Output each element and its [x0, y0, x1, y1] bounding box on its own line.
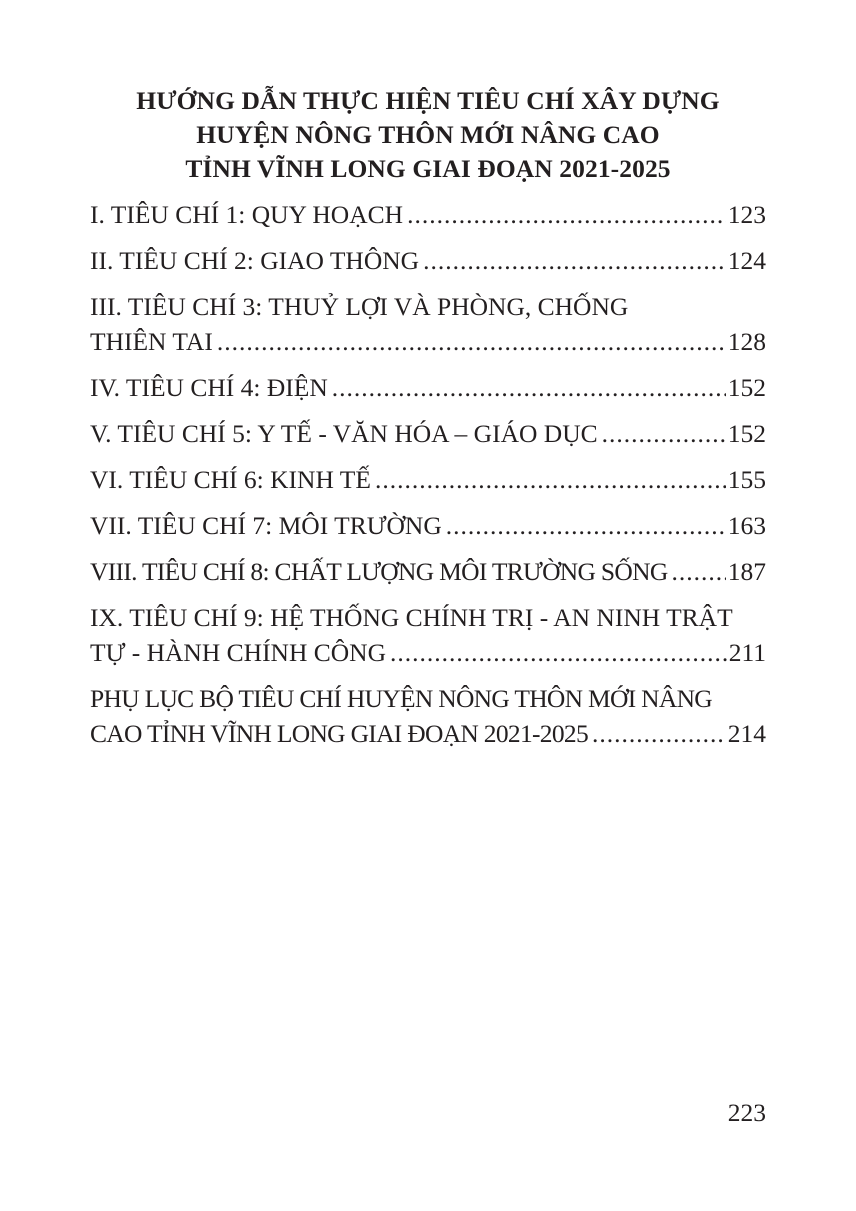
dot-leader	[602, 416, 726, 451]
dot-leader	[592, 716, 726, 751]
toc-entry-page: 152	[727, 373, 766, 402]
toc-entry-6[interactable]	[90, 462, 766, 497]
toc-entry-label-line1: III. TIÊU CHÍ 3: THUỶ LỢI VÀ PHÒNG, CHỐNG	[90, 292, 629, 321]
toc-entry-label: I. TIÊU CHÍ 1: QUY HOẠCH	[90, 200, 404, 229]
toc-entry-8[interactable]	[90, 554, 766, 589]
toc-entry-label: CAO TỈNH VĨNH LONG GIAI ĐOẠN 2021-2025	[90, 719, 588, 748]
toc-entry-page: 214	[727, 719, 766, 748]
toc-entry-page: 211	[728, 638, 766, 667]
toc-entry-label-line1: IX. TIÊU CHÍ 9: HỆ THỐNG CHÍNH TRỊ - AN NINH TRẬT	[90, 603, 733, 632]
toc-entry-page: 124	[727, 246, 766, 275]
toc-entry-page: 163	[727, 511, 766, 540]
toc-entry-page: 128	[727, 327, 766, 356]
dot-leader	[672, 554, 726, 589]
toc-entry-7[interactable]	[90, 508, 766, 543]
table-of-contents-page	[90, 84, 766, 762]
toc-entry-3[interactable]	[90, 289, 766, 359]
page-number: 223	[727, 1098, 766, 1127]
toc-entry-4[interactable]	[90, 370, 766, 405]
title-line-3: TỈNH VĨNH LONG GIAI ĐOẠN 2021-2025	[185, 154, 671, 183]
dot-leader	[446, 508, 726, 543]
dot-leader	[375, 462, 726, 497]
title-line-2: HUYỆN NÔNG THÔN MỚI NÂNG CAO	[196, 120, 660, 149]
toc-entry-2[interactable]	[90, 243, 766, 278]
toc-entry-5[interactable]	[90, 416, 766, 451]
toc-entry-10[interactable]	[90, 681, 766, 751]
toc-entry-1[interactable]	[90, 197, 766, 232]
dot-leader	[390, 635, 727, 670]
section-title	[90, 84, 766, 186]
toc-entry-label: VI. TIÊU CHÍ 6: KINH TẾ	[90, 465, 371, 494]
toc-entry-label: VII. TIÊU CHÍ 7: MÔI TRƯỜNG	[90, 511, 442, 540]
toc-entry-9[interactable]	[90, 600, 766, 670]
toc-entry-label-line1: PHỤ LỤC BỘ TIÊU CHÍ HUYỆN NÔNG THÔN MỚI NÂNG	[90, 684, 713, 713]
toc-entry-label: VIII. TIÊU CHÍ 8: CHẤT LƯỢNG MÔI TRƯỜNG SỐNG	[90, 557, 668, 586]
dot-leader	[332, 370, 726, 405]
toc-entry-label: IV. TIÊU CHÍ 4: ĐIỆN	[90, 373, 328, 402]
toc-entry-page: 152	[727, 419, 766, 448]
toc-entry-label: V. TIÊU CHÍ 5: Y TẾ - VĂN HÓA – GIÁO DỤC	[90, 419, 598, 448]
toc-entry-label: THIÊN TAI	[90, 327, 213, 356]
dot-leader	[217, 324, 726, 359]
dot-leader	[407, 197, 726, 232]
toc-entry-label: TỰ - HÀNH CHÍNH CÔNG	[90, 638, 387, 667]
toc-list	[90, 197, 766, 751]
title-line-1: HƯỚNG DẪN THỰC HIỆN TIÊU CHÍ XÂY DỰNG	[136, 86, 720, 115]
toc-entry-page: 187	[727, 557, 766, 586]
toc-entry-page: 155	[727, 465, 766, 494]
dot-leader	[423, 243, 726, 278]
toc-entry-page: 123	[727, 200, 766, 229]
toc-entry-label: II. TIÊU CHÍ 2: GIAO THÔNG	[90, 246, 420, 275]
